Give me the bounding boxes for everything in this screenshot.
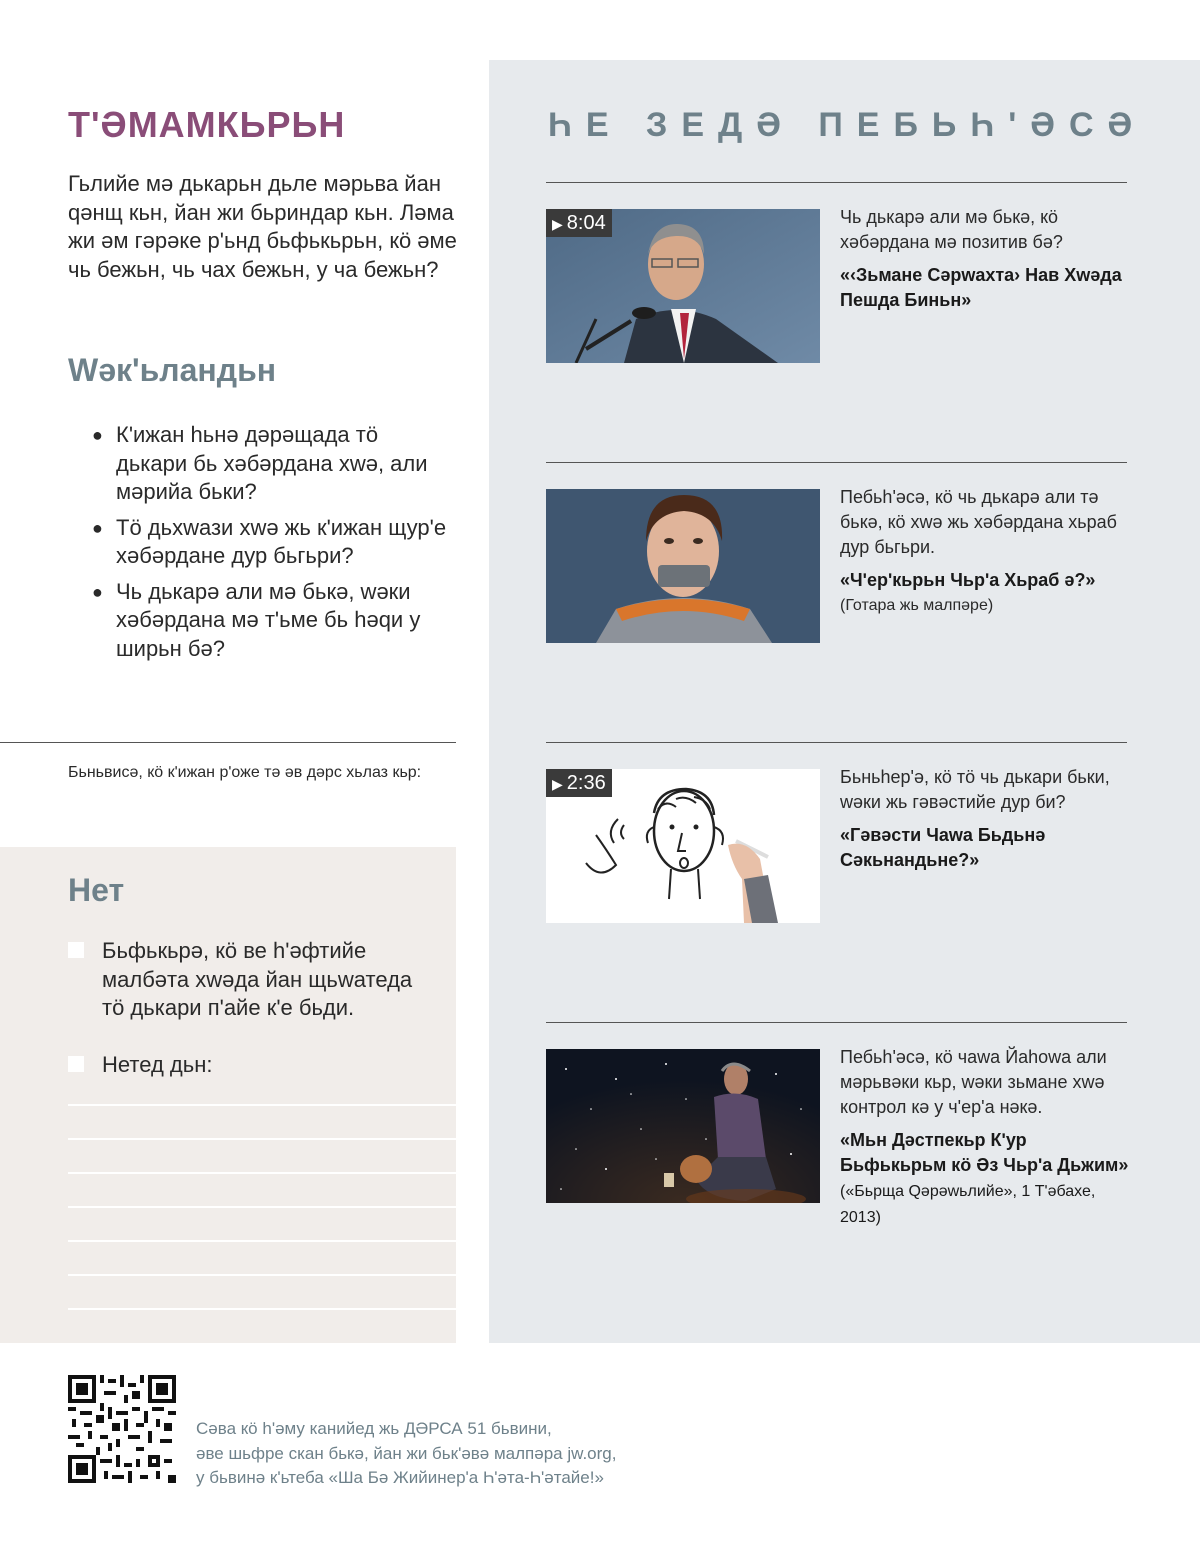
bullet-icon: ● bbox=[92, 425, 103, 445]
resource-description: Пебьһʹәсә, кӧ чь дькарә али тә бькә, кӧ хwә жь хәбәрдана хьраб дур бьгьри. bbox=[840, 487, 1117, 557]
writing-line[interactable] bbox=[68, 1308, 456, 1310]
resource-description: Бьньһерʹә, кӧ тӧ чь дькари бьки, wәки жь гәвәстийе дур би? bbox=[840, 767, 1110, 812]
article-thumbnail[interactable] bbox=[546, 1049, 820, 1203]
review-item: ● Тӧ дьхwази хwә жь кʹижан щурʹе хәбәрдане дур бьгьри? bbox=[92, 514, 447, 568]
divider bbox=[0, 742, 456, 743]
resource-title[interactable]: «Гәвәсти Чаwа Бьдьнә Сәкьнандьне?» bbox=[840, 825, 1046, 870]
video-thumbnail[interactable] bbox=[546, 769, 820, 923]
goal-label: Нетед дьн: bbox=[102, 1052, 213, 1077]
resource-text bbox=[840, 205, 1130, 313]
resource-title[interactable]: «‹Зьмане Сәрwахта› Нав Хwәда Пешда Биньн» bbox=[840, 265, 1122, 310]
qr-code[interactable] bbox=[68, 1375, 176, 1483]
checkbox[interactable] bbox=[68, 1056, 84, 1072]
divider bbox=[546, 1022, 1127, 1023]
play-icon: ▶ bbox=[552, 216, 563, 232]
resource-text bbox=[840, 1045, 1130, 1230]
divider bbox=[546, 182, 1127, 183]
writing-line[interactable] bbox=[68, 1172, 456, 1174]
review-title: Wәкʹьландьн bbox=[68, 352, 277, 388]
resource-text bbox=[840, 765, 1130, 873]
resource-note: («Бьрща Qәрәwьлийе», 1 Тʹәбахе, 2013) bbox=[840, 1183, 1096, 1226]
writing-line[interactable] bbox=[68, 1274, 456, 1276]
resource-title[interactable]: «Мьн Дәстпекьр Кʹур Бьфькьрьм кӧ Әз Чьрʹа Дьжим» («Бьрща Qәрәwьлийе», 1 Тʹәбахе, 2013) bbox=[840, 1130, 1129, 1226]
goal-label: Бьфькьрә, кӧ ве һʹәфтийе малбәта хwәда йан щьwатеда тӧ дькари пʹайе кʹе бьди. bbox=[102, 938, 413, 1020]
divider bbox=[546, 742, 1127, 743]
summary-text: Гьлийе мә дькарьн дьле мәрьва йан qәнщ кьн, йан жи бьриндар кьн. Ләма жи әм гәрәке рʹьнд бьфькьрьн, кӧ әме чь бежьн, чь чах бежьн, у ча бежьн? bbox=[68, 171, 457, 282]
resource-description: Чь дькарә али мә бькә, кӧ хәбәрдана мә позитив бә? bbox=[840, 207, 1063, 252]
video-duration: ▶ 8:04 bbox=[546, 209, 612, 237]
writing-line[interactable] bbox=[68, 1206, 456, 1208]
bullet-icon: ● bbox=[92, 581, 103, 602]
video-thumbnail[interactable] bbox=[546, 209, 820, 363]
checkbox[interactable] bbox=[68, 942, 84, 958]
resource-title[interactable]: «Чʹерʹкьрьн Чьрʹа Хьраб ә?» bbox=[840, 570, 1096, 590]
summary-title: ТʹƏМАМКЬРЬН bbox=[68, 104, 346, 145]
writing-line[interactable] bbox=[68, 1138, 456, 1140]
writing-line[interactable] bbox=[68, 1104, 456, 1106]
boy-image bbox=[546, 489, 820, 643]
video-duration: ▶ 2:36 bbox=[546, 769, 612, 797]
bullet-icon: ● bbox=[92, 517, 103, 538]
writing-line[interactable] bbox=[68, 1240, 456, 1242]
resource-description: Пебьһʹәсә, кӧ чаwа Йаһоwа али мәрьвәки кьр, wәки зьмане хwә контрол кә у чʹерʹа нәкә. bbox=[840, 1047, 1107, 1117]
reflect-prompt: Бьньвисә, кӧ кʹижан рʹоже тә әв дәрс хьлаз кьр: bbox=[68, 764, 422, 781]
divider bbox=[546, 462, 1127, 463]
goal-title: Нет bbox=[68, 872, 125, 908]
article-thumbnail[interactable] bbox=[546, 489, 820, 643]
goal-item[interactable] bbox=[68, 1051, 428, 1080]
review-item: ● Чь дькарә али мә бькә, wәки хәбәрдана мә тʹьме бь һәqи у ширьн бә? bbox=[92, 578, 421, 661]
night-sky-image bbox=[546, 1049, 820, 1203]
goal-box bbox=[0, 847, 456, 1343]
qr-code-icon bbox=[68, 1375, 176, 1483]
review-list bbox=[92, 421, 452, 670]
resource-text bbox=[840, 485, 1130, 618]
play-icon: ▶ bbox=[552, 776, 563, 792]
explore-title: ҺЕ ЗЕДӘ ПЕБЬҺʹӘСӘ bbox=[548, 106, 1147, 144]
goal-item[interactable] bbox=[68, 937, 428, 1023]
review-item: ● Кʹижан һьнә дәрәщада тӧ дькари бь хәбәрдана хwә, али мәрийа бьки? bbox=[92, 422, 428, 504]
resource-note: (Готара жь малпәре) bbox=[840, 597, 994, 614]
footer-text: Сәва кӧ һʹәму канийед жь ДӘРСА 51 бьвини, әве шьфре скан бькә, йан жи бькʹәвә малпәра jw.org, у бьвинә кʹьтеба «Ша Бә Жийинерʹа Һʹәта-Һʹәтайе!» bbox=[196, 1419, 617, 1487]
